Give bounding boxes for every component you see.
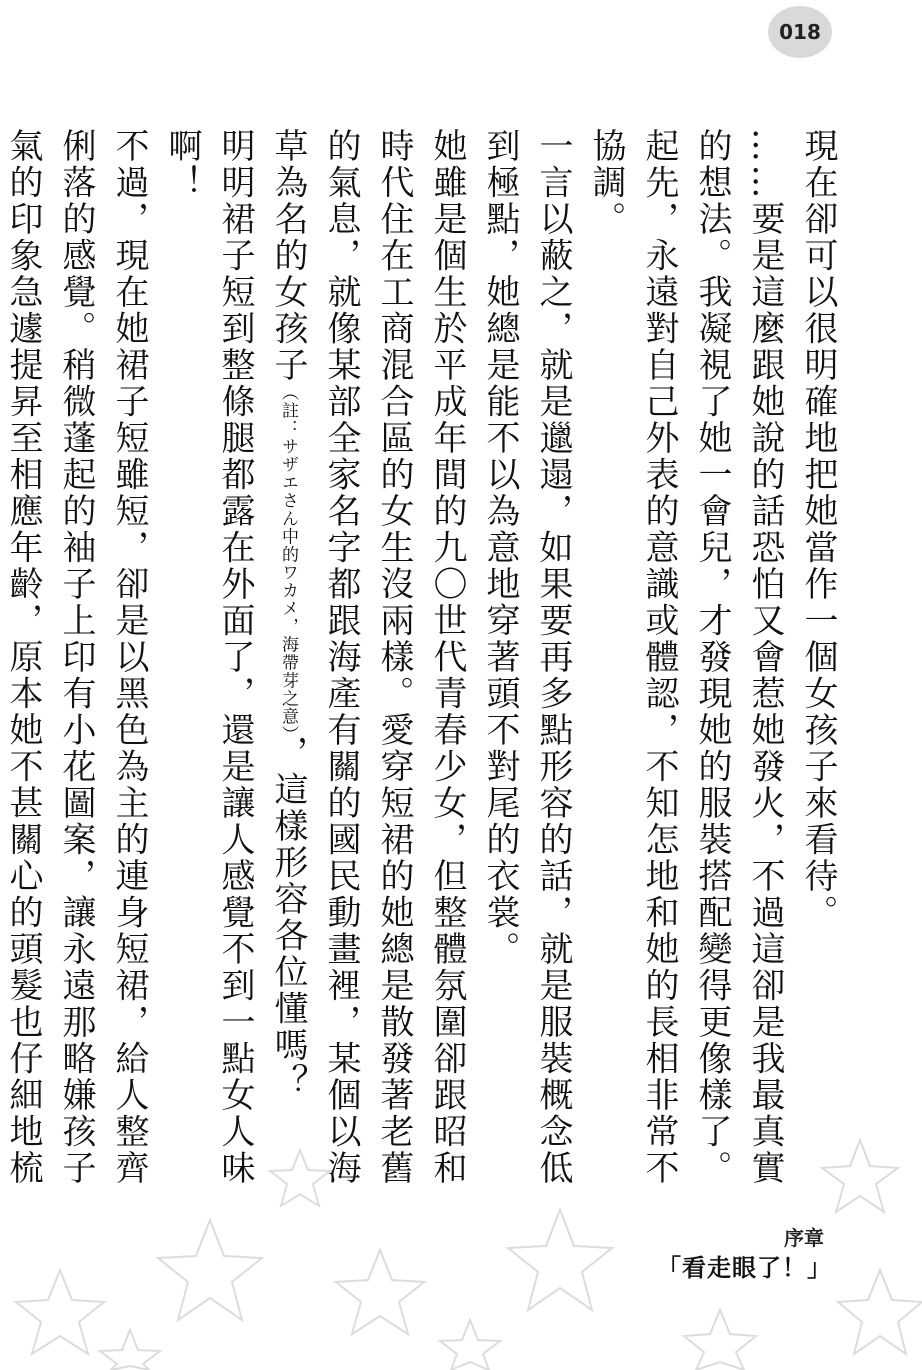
paragraph-text: ，這樣形容各位懂嗎？ <box>268 735 308 1100</box>
paragraph: 現在卻可以很明確地把她當作一個女孩子來看待。 <box>798 128 838 931</box>
chapter-label: 序章 <box>784 1226 824 1250</box>
body-text <box>3 128 844 1208</box>
page-number: 018 <box>768 6 832 58</box>
chapter-title: 「看走眼了！」 <box>657 1254 832 1282</box>
translator-note: （註：サザエさん中的ワカメ，海帶芽之意） <box>278 383 298 735</box>
paragraph-text: 她雖是個生於平成年間的九〇世代青春少女，但整體氛圍卻跟昭和時代住在工商混合區的女生沒兩樣。愛穿短裙的她總是散發著老舊的氣息，就像某部全家名字都跟海產有關的國民動畫裡，某個以海草為名的女孩子 <box>268 128 467 1187</box>
paragraph: ……要是這麼跟她說的話恐怕又會惹她發火，不過這卻是我最真實的想法。我凝視了她一會兒，才發現她的服裝搭配變得更像樣了。起先，永遠對自己外表的意識或體認，不知怎地和她的長相非常不協調。 <box>586 128 785 1187</box>
paragraph: 不過，現在她裙子短雖短，卻是以黑色為主的連身短裙，給人整齊俐落的感覺。稍微蓬起的袖子上印有小花圖案，讓永遠那略嫌孩子氣的印象急遽提昇至相應年齡，原本她不甚關心的頭髮也仔細地梳 <box>3 128 149 1187</box>
paragraph <box>261 128 473 1208</box>
paragraph: 一言以蔽之，就是邋遢，如果要再多點形容的話，就是服裝概念低到極點，她總是能不以為意地穿著頭不對尾的衣裳。 <box>480 128 573 1187</box>
paragraph: 明明裙子短到整條腿都露在外面了，還是讓人感覺不到一點女人味啊！ <box>162 128 255 1187</box>
